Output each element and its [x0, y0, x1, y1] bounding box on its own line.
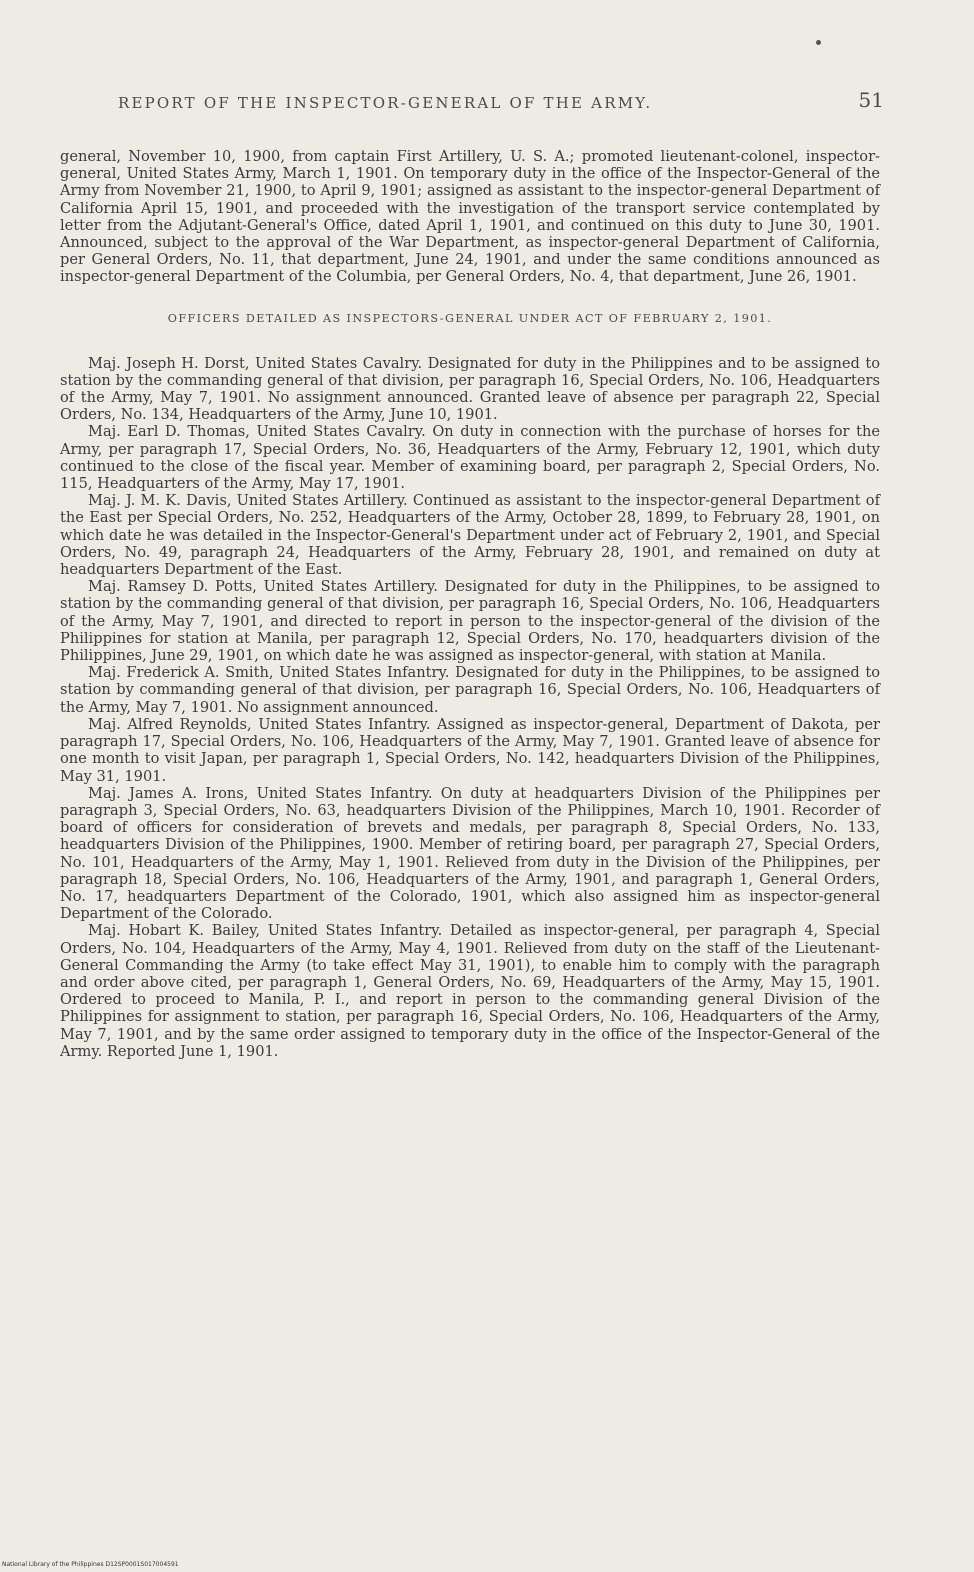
- library-footer: National Library of the Philippines D12SP0001S017004591: [2, 1561, 179, 1568]
- paragraph-davis: Maj. J. M. K. Davis, United States Artillery. Continued as assistant to the inspector-general Department of the East per Special Orders, No. 252, Headquarters of the Army, October 28, 1899, to February 28, 1901, on which date he was detailed in the Inspector-General's Department under act of February 2, 1901, and Special Orders, No. 49, paragraph 24, Headquarters of the Army, February 28, 1901, and remained on duty at headquarters Department of the East.: [60, 492, 880, 579]
- paragraph-smith: Maj. Frederick A. Smith, United States Infantry. Designated for duty in the Philippines, to be assigned to station by commanding general of that division, per paragraph 16, Special Orders, No. 106, Headquarters of the Army, May 7, 1901. No assignment announced.: [60, 664, 880, 716]
- page-body: [60, 148, 880, 1060]
- page-number: 51: [858, 88, 884, 112]
- paragraph-dorst: Maj. Joseph H. Dorst, United States Cavalry. Designated for duty in the Philippines and to be assigned to station by the commanding general of that division, per paragraph 16, Special Orders, No. 106, Headquarters of the Army, May 7, 1901. No assignment announced. Granted leave of absence per paragraph 22, Special Orders, No. 134, Headquarters of the Army, June 10, 1901.: [60, 354, 880, 424]
- section-heading: OFFICERS DETAILED AS INSPECTORS-GENERAL UNDER ACT OF FEBRUARY 2, 1901.: [167, 311, 773, 325]
- paragraph-bailey: Maj. Hobart K. Bailey, United States Infantry. Detailed as inspector-general, per paragraph 4, Special Orders, No. 104, Headquarters of the Army, May 4, 1901. Relieved from duty on the staff of the Lieutenant-General Commanding the Army (to take effect May 31, 1901), to enable him to comply with the paragraph and order above cited, per paragraph 1, General Orders, No. 69, Headquarters of the Army, May 15, 1901. Ordered to proceed to Manila, P. I., and report in person to the commanding general Division of the Philippines for assignment to station, per paragraph 16, Special Orders, No. 106, Headquarters of the Army, May 7, 1901, and by the same order assigned to temporary duty in the office of the Inspector-General of the Army. Reported June 1, 1901.: [60, 922, 880, 1060]
- paragraph-thomas: Maj. Earl D. Thomas, United States Cavalry. On duty in connection with the purchase of horses for the Army, per paragraph 17, Special Orders, No. 36, Headquarters of the Army, February 12, 1901, which duty continued to the close of the fiscal year. Member of examining board, per paragraph 2, Special Orders, No. 115, Headquarters of the Army, May 17, 1901.: [60, 423, 880, 493]
- paragraph-potts: Maj. Ramsey D. Potts, United States Artillery. Designated for duty in the Philippines, to be assigned to station by the commanding general of that division, per paragraph 16, Special Orders, No. 106, Headquarters of the Army, May 7, 1901, and directed to report in person to the inspector-general of the division of the Philippines for station at Manila, per paragraph 12, Special Orders, No. 170, headquarters division of the Philippines, June 29, 1901, on which date he was assigned as inspector-general, with station at Manila.: [60, 578, 880, 665]
- paragraph-reynolds: Maj. Alfred Reynolds, United States Infantry. Assigned as inspector-general, Department of Dakota, per paragraph 17, Special Orders, No. 106, Headquarters of the Army, May 7, 1901. Granted leave of absence for one month to visit Japan, per paragraph 1, Special Orders, No. 142, headquarters Division of the Philippines, May 31, 1901.: [60, 715, 880, 785]
- speck-mark: [816, 40, 821, 45]
- paragraph-irons: Maj. James A. Irons, United States Infantry. On duty at headquarters Division of the Philippines per paragraph 3, Special Orders, No. 63, headquarters Division of the Philippines, March 10, 1901. Recorder of board of officers for consideration of brevets and medals, per paragraph 8, Special Orders, No. 133, headquarters Division of the Philippines, 1900. Member of retiring board, per paragraph 27, Special Orders, No. 101, Headquarters of the Army, May 1, 1901. Relieved from duty in the Division of the Philippines, per paragraph 18, Special Orders, No. 106, Headquarters of the Army, 1901, and paragraph 1, General Orders, No. 17, headquarters Department of the Colorado, 1901, which also assigned him as inspector-general Department of the Colorado.: [60, 784, 880, 923]
- intro-paragraph: general, November 10, 1900, from captain First Artillery, U. S. A.; promoted lieutenant-colonel, inspector-general, United States Army, March 1, 1901. On temporary duty in the office of the Inspector-General of the Army from November 21, 1900, to April 9, 1901; assigned as assistant to the inspector-general Department of California April 15, 1901, and proceeded with the investigation of the transport service contemplated by letter from the Adjutant-General's Office, dated April 1, 1901, and continued on this duty to June 30, 1901. Announced, subject to the approval of the War Department, as inspector-general Department of California, per General Orders, No. 11, that department, June 24, 1901, and under the same conditions announced as inspector-general Department of the Columbia, per General Orders, No. 4, that department, June 26, 1901.: [60, 148, 880, 286]
- running-header: [118, 88, 884, 118]
- header-title: REPORT OF THE INSPECTOR-GENERAL OF THE ARMY.: [118, 94, 653, 112]
